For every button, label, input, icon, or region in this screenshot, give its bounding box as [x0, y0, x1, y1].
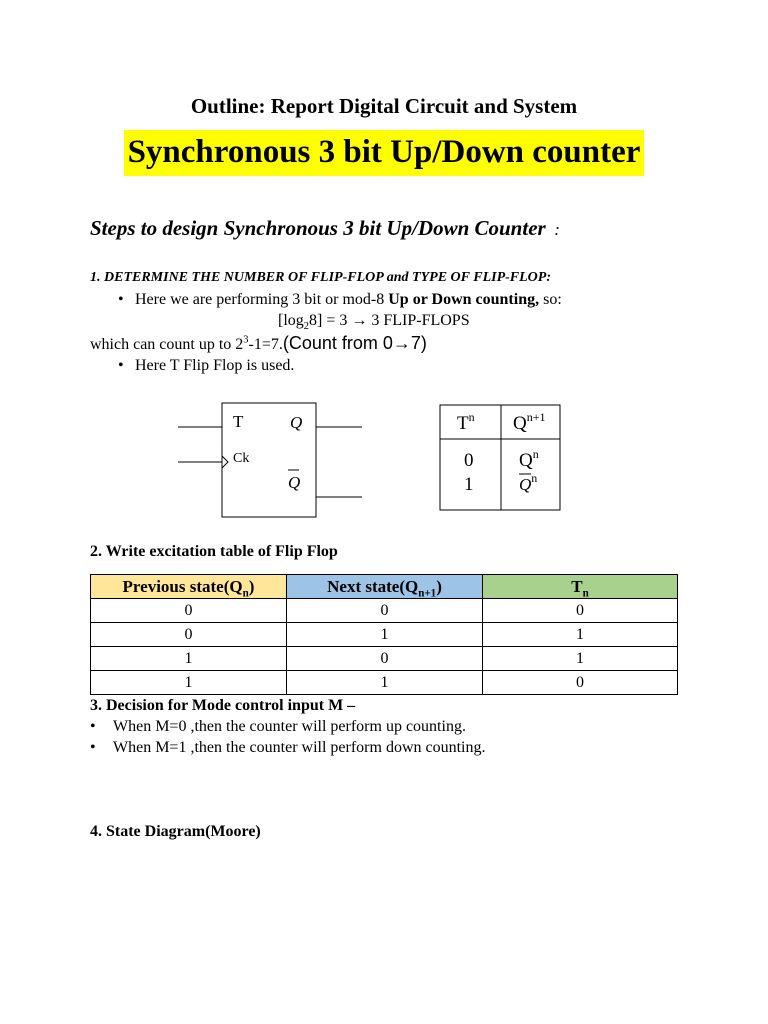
table-cell: 0 — [91, 599, 287, 623]
clock-triangle-icon — [222, 456, 228, 468]
t-characteristic-table — [439, 404, 563, 514]
bullet-dot: • — [118, 357, 124, 374]
bullet1-pre: Here we are performing 3 bit or mod-8 — [135, 291, 385, 308]
steps-heading-text: Steps to design Synchronous 3 bit Up/Down Counter — [90, 216, 546, 240]
t-flipflop-diagram — [178, 400, 368, 522]
truth-cell-q0: $Q^n$ — [519, 447, 539, 471]
page-title: Synchronous 3 bit Up/Down counter — [124, 130, 645, 176]
truth-cell-t0: 0 — [464, 450, 474, 471]
table-cell: 1 — [91, 671, 287, 695]
ck-label: Ck — [233, 451, 250, 466]
table-row — [91, 623, 678, 647]
step3-heading: 3. Decision for Mode control input M – — [90, 697, 356, 714]
truth-header-t: $T^n$ — [457, 410, 475, 434]
bullet-dot: • — [118, 291, 124, 308]
bullet2-text: Here T Flip Flop is used. — [135, 357, 295, 374]
bullet1-post: so: — [543, 291, 562, 308]
count-line: which can count up to $2^3-1=7.(Count$ from 0→7) — [90, 333, 427, 353]
step4-heading: 4. State Diagram(Moore) — [90, 823, 261, 840]
title-wrapper — [0, 130, 768, 176]
excitation-header-row — [91, 575, 678, 599]
count-sup: 3 — [243, 334, 249, 346]
count-range: (Count from 0→7) — [282, 333, 427, 353]
table-row — [91, 599, 678, 623]
q-label: Q — [290, 413, 303, 432]
steps-heading-colon: : — [554, 220, 560, 239]
bullet-dot: • — [90, 718, 96, 735]
steps-heading — [90, 216, 560, 241]
col-previous-state: Previous $state(Q_n)$ — [91, 575, 287, 599]
truth-header-q: $Q^{n+1}$ — [513, 410, 546, 434]
mode-m1-text: When M=1 ,then the counter will perform down counting. — [113, 739, 486, 756]
qbar-label: Q — [288, 473, 301, 492]
log-sub: 2 — [303, 321, 309, 333]
mode-bullet-m0 — [90, 718, 466, 736]
truth-cell-q1: $Q^n$ — [519, 471, 538, 494]
mode-bullet-m1 — [90, 739, 486, 757]
table-cell: 1 — [483, 623, 678, 647]
bullet1-bold: Up or Down counting, — [388, 291, 540, 308]
truth-cell-t1: 1 — [464, 474, 474, 495]
table-cell: 1 — [287, 671, 483, 695]
table-cell: 0 — [483, 671, 678, 695]
col-next-state: Next $state(Q_{n+1})$ — [287, 575, 483, 599]
t-label: T — [233, 412, 244, 431]
table-cell: 0 — [287, 599, 483, 623]
table-cell: 1 — [287, 623, 483, 647]
col-tn: $T_n$ — [483, 575, 678, 599]
table-cell: 1 — [483, 647, 678, 671]
excitation-table — [90, 574, 678, 695]
step1-bullet-1 — [118, 291, 738, 309]
step2-heading: 2. Write excitation table of Flip Flop — [90, 543, 338, 560]
table-cell: 0 — [483, 599, 678, 623]
outline-heading: Outline: Report Digital Circuit and System — [190, 94, 578, 118]
table-cell: 1 — [91, 647, 287, 671]
table-cell: 0 — [287, 647, 483, 671]
log-line: $[\log_28] = 3 \to 3$ FLIP-FLOPS — [278, 312, 470, 333]
step1-bullet-2 — [118, 357, 294, 375]
mode-m0-text: When M=0 ,then the counter will perform up counting. — [113, 718, 466, 735]
step1-heading: 1. DETERMINE THE NUMBER OF FLIP-FLOP and TYPE OF FLIP-FLOP: — [90, 270, 552, 285]
table-row — [91, 647, 678, 671]
bullet-dot: • — [90, 739, 96, 756]
table-row — [91, 671, 678, 695]
table-cell: 0 — [91, 623, 287, 647]
